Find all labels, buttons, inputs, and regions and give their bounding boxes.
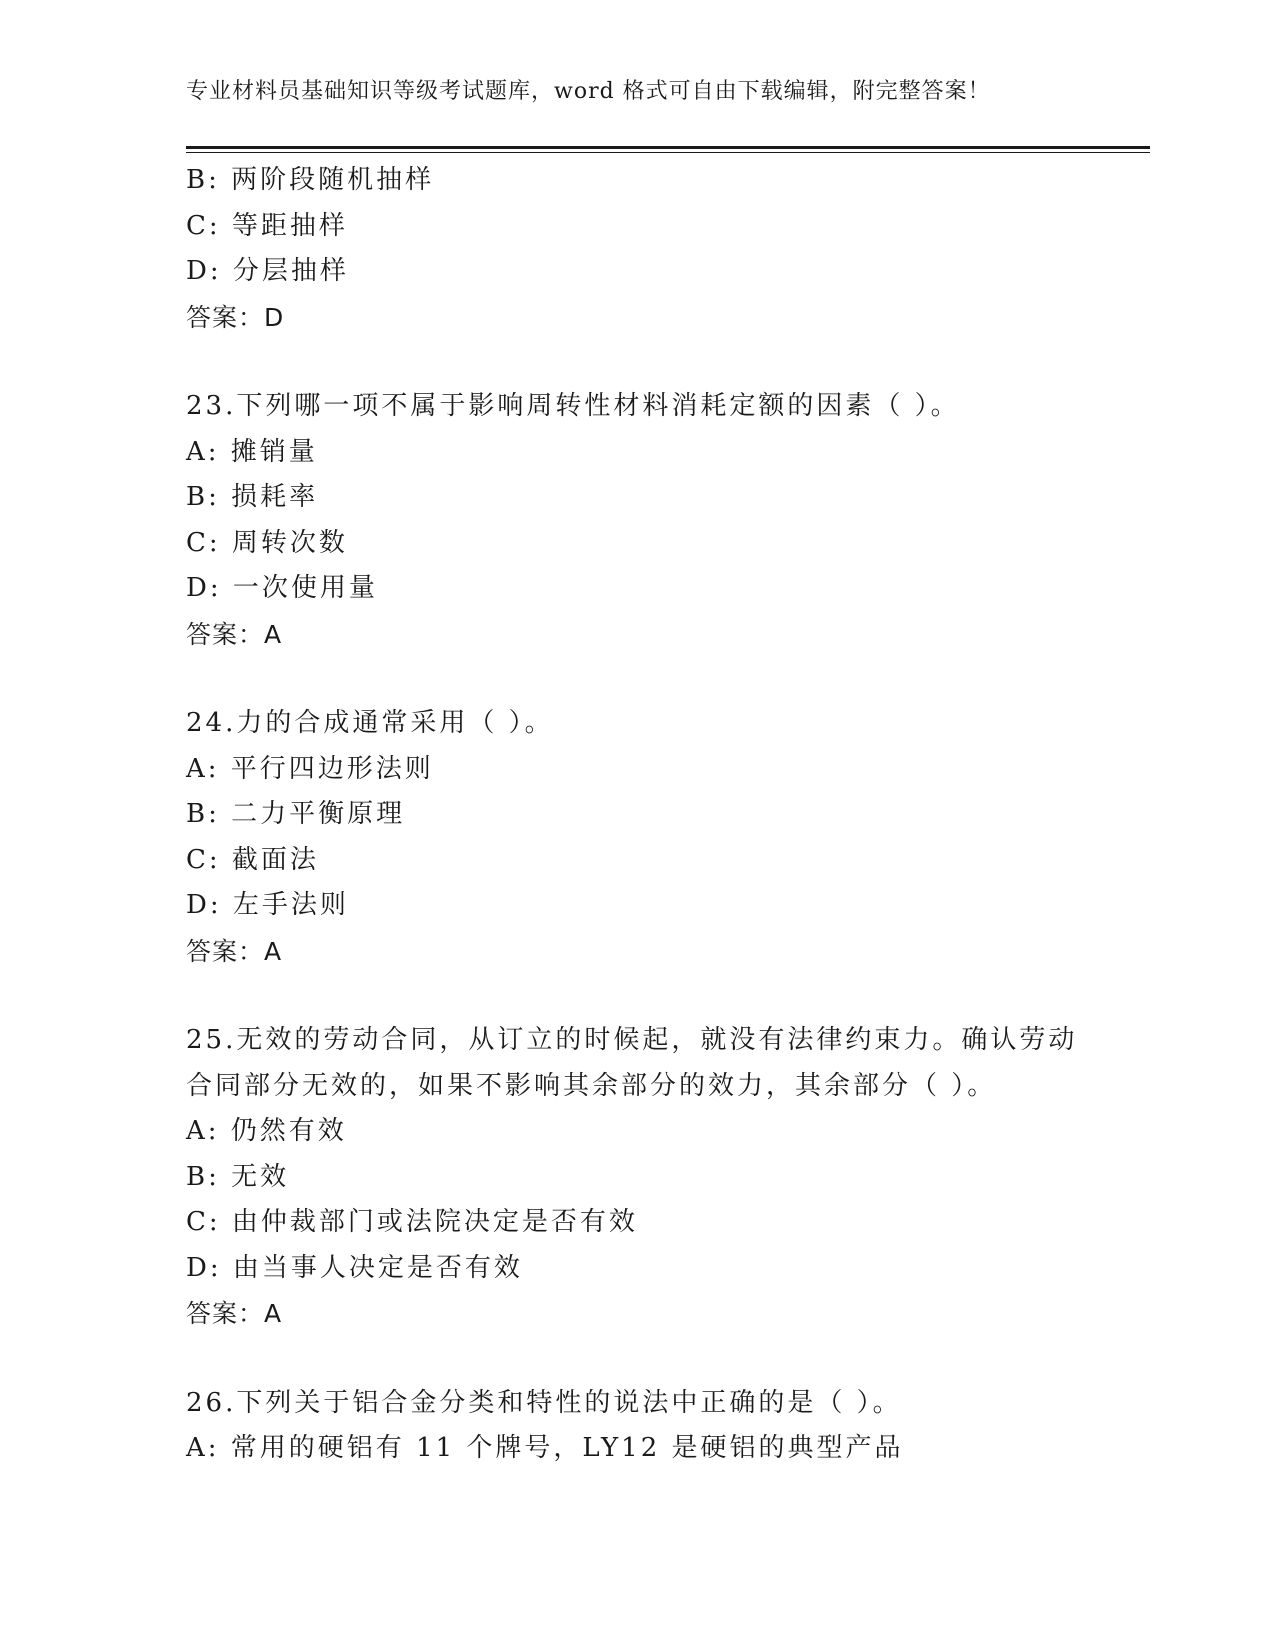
option-c: C: 周转次数	[186, 527, 348, 558]
answer-line: 答案：D	[186, 302, 285, 332]
option-b: B: 损耗率	[186, 482, 319, 512]
question-block	[186, 701, 1086, 974]
option-a: A: 常用的硬铝有 11 个牌号，LY12 是硬铝的典型产品	[186, 1433, 904, 1463]
header-divider-thick	[186, 146, 1150, 149]
question-block	[186, 384, 1086, 657]
question-list	[186, 158, 1086, 1472]
option-a: A: 仍然有效	[186, 1116, 347, 1146]
question-text: 23.下列哪一项不属于影响周转性材料消耗定额的因素（ ）。	[186, 391, 960, 421]
option-c: C: 截面法	[186, 844, 319, 875]
question-block	[186, 1018, 1086, 1337]
option-c: C: 等距抽样	[186, 210, 348, 241]
question-block	[186, 158, 1086, 340]
option-d: D: 由当事人决定是否有效	[186, 1252, 523, 1283]
header-divider-thin	[186, 152, 1150, 153]
option-b: B: 二力平衡原理	[186, 799, 406, 829]
option-c: C: 由仲裁部门或法院决定是否有效	[186, 1207, 638, 1237]
page-header: 专业材料员基础知识等级考试题库，word 格式可自由下载编辑，附完整答案！	[186, 79, 991, 104]
answer-line: 答案：A	[186, 936, 283, 966]
option-d: D: 一次使用量	[186, 573, 378, 603]
option-d: D: 分层抽样	[186, 256, 349, 286]
question-text-continued: 合同部分无效的，如果不影响其余部分的效力，其余部分（ ）。	[186, 1070, 997, 1101]
option-b: B: 两阶段随机抽样	[186, 165, 435, 195]
question-text: 25.无效的劳动合同，从订立的时候起，就没有法律约束力。确认劳动	[186, 1025, 1078, 1055]
option-a: A: 平行四边形法则	[186, 753, 434, 784]
answer-line: 答案：A	[186, 1299, 283, 1328]
question-block	[186, 1381, 1086, 1472]
option-b: B: 无效	[186, 1161, 290, 1192]
answer-line: 答案：A	[186, 619, 283, 649]
question-text: 24.力的合成通常采用（ ）。	[186, 708, 554, 738]
option-a: A: 摊销量	[186, 436, 318, 467]
option-d: D: 左手法则	[186, 890, 349, 920]
question-text: 26.下列关于铝合金分类和特性的说法中正确的是（ ）。	[186, 1387, 902, 1418]
